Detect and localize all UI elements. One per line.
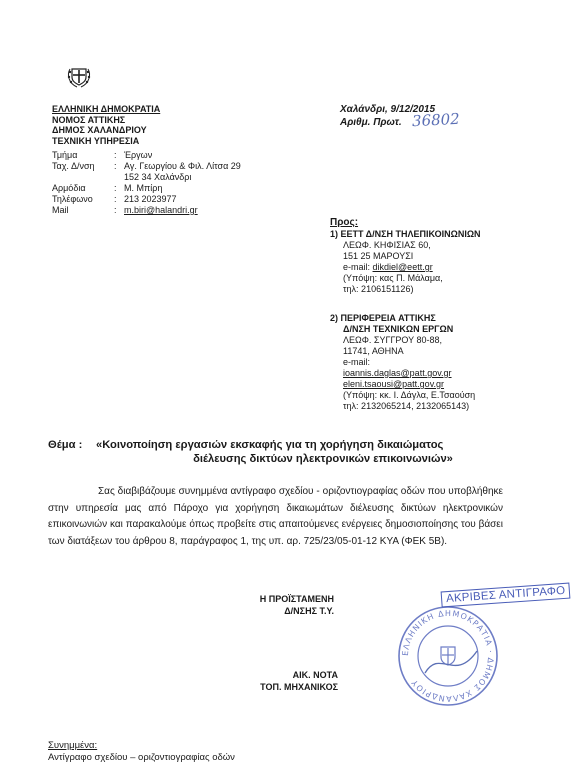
- authority-line: ΤΕΧΝΙΚΗ ΥΠΗΡΕΣΙΑ: [52, 135, 140, 146]
- authority-line: ΕΛΛΗΝΙΚΗ ΔΗΜΟΚΡΑΤΙΑ: [52, 104, 161, 114]
- authority-line: ΝΟΜΟΣ ΑΤΤΙΚΗΣ: [52, 114, 126, 125]
- recipient-1-attention: (Υπόψη: κας Π. Μάλαμα,: [343, 273, 443, 283]
- place-date: Χαλάνδρι, 9/12/2015: [340, 104, 436, 115]
- contact-row: Ταχ. Δ/νση : Αγ. Γεωργίου & Φιλ. Λίτσα 29: [52, 161, 241, 171]
- protocol-number: 36802: [411, 109, 461, 131]
- recipient-2: [330, 313, 475, 412]
- recipient-2-address: 11741, ΑΘΗΝΑ: [343, 346, 404, 356]
- protocol-label: Αριθμ. Πρωτ.: [340, 117, 402, 128]
- recipient-2-subtitle: Δ/ΝΣΗ ΤΕΧΝΙΚΩΝ ΕΡΓΩΝ: [343, 324, 454, 334]
- contact-email-link[interactable]: m.biri@halandri.gr: [124, 205, 198, 215]
- subject-line: διέλευσης δικτύων ηλεκτρονικών επικοινωνιών»: [193, 453, 453, 465]
- authority-line: ΔΗΜΟΣ ΧΑΛΑΝΔΡΙΟΥ: [52, 125, 147, 135]
- contact-row: Τηλέφωνο : 213 2023977: [52, 194, 177, 204]
- contact-row: 152 34 Χαλάνδρι: [124, 172, 192, 182]
- contact-row: Αρμόδια : Μ. Μπίρη: [52, 183, 163, 193]
- subject-label: Θέμα :: [48, 439, 83, 451]
- recipient-1-details: [330, 240, 481, 295]
- recipient-2-email-link[interactable]: ioannis.daglas@patt.gov.gr: [343, 368, 452, 378]
- signatory: [232, 669, 338, 693]
- greek-coat-of-arms-icon: [66, 60, 92, 90]
- recipient-1-email-link[interactable]: dikdiel@eett.gr: [372, 262, 433, 272]
- recipient-2-phone: τηλ: 2132065214, 2132065143): [343, 401, 470, 411]
- signatory-name: ΑΙΚ. ΝΟΤΑ: [292, 670, 338, 680]
- certified-copy-stamp: ΑΚΡΙΒΕΣ ΑΝΤΙΓΡΑΦΟ: [441, 583, 571, 608]
- signature-role: [232, 593, 334, 617]
- attachment-item: Αντίγραφο σχεδίου – οριζοντιογραφίας οδών: [48, 752, 235, 763]
- recipient-2-title: 2) ΠΕΡΙΦΕΡΕΙΑ ΑΤΤΙΚΗΣ: [330, 313, 436, 323]
- body-paragraph: Σας διαβιβάζουμε συνημμένα αντίγραφο σχεδίου - οριζοντιογραφίας οδών που υποβλήθηκε στην υπηρεσία μας από Πάροχο για χορήγηση δικαιωμάτων διέλευσης δικτύων ηλεκτρονικών επικοινωνιών και παρακαλούμε όπως προβείτε στις απαιτούμενες ενέργειες δημοσιοποίησης του βάσει των διατάξεων του άρθρου 8, παράγραφος 1, της υπ. αρ. 725/23/05-01-12 ΚΥΑ (ΦΕΚ 5Β).: [48, 486, 503, 547]
- signatory-title: ΤΟΠ. ΜΗΧΑΝΙΚΟΣ: [260, 682, 338, 692]
- signature-role-line: Δ/ΝΣΗΣ Τ.Υ.: [284, 606, 334, 616]
- subject-line: «Κοινοποίηση εργασιών εκσκαφής για τη χορήγηση δικαιώματος: [96, 439, 444, 451]
- recipient-2-attention: (Υπόψη: κκ. Ι. Δάγλα, Ε.Τσαούση: [343, 390, 476, 400]
- recipient-1-email-row: e-mail: dikdiel@eett.gr: [343, 262, 433, 272]
- contact-details: [52, 150, 241, 216]
- recipient-2-email-link[interactable]: eleni.tsaousi@patt.gov.gr: [343, 379, 445, 389]
- contact-row: Mail : m.biri@halandri.gr: [52, 205, 198, 215]
- recipient-1-title: 1) ΕΕΤΤ Δ/ΝΣΗ ΤΗΛΕΠΙΚΟΙΝΩΝΙΩΝ: [330, 229, 481, 239]
- recipient-2-email-label: e-mail:: [343, 357, 371, 367]
- attachments: [48, 740, 235, 764]
- signature-role-line: Η ΠΡΟΪΣΤΑΜΕΝΗ: [259, 594, 334, 604]
- recipient-2-details: [330, 335, 475, 412]
- svg-text:ΕΛΛΗΝΙΚΗ ΔΗΜΟΚΡΑΤΙΑ · ΔΗΜΟΣ ΧΑ: ΕΛΛΗΝΙΚΗ ΔΗΜΟΚΡΑΤΙΑ · ΔΗΜΟΣ ΧΑΛΑΝΔΡΙΟΥ: [400, 608, 496, 704]
- recipients: [330, 217, 481, 295]
- recipients-heading: Προς:: [330, 217, 359, 228]
- attachments-heading: Συνημμένα:: [48, 740, 98, 751]
- recipient-1-address: 151 25 ΜΑΡΟΥΣΙ: [343, 251, 414, 261]
- contact-row: Τμήμα : Έργων: [52, 150, 153, 160]
- municipal-seal-icon: [395, 603, 501, 709]
- issuing-authority: [52, 104, 160, 146]
- recipient-1-address: ΛΕΩΦ. ΚΗΦΙΣΙΑΣ 60,: [343, 240, 431, 250]
- recipient-1-phone: τηλ: 2106151126): [343, 284, 414, 294]
- recipient-2-address: ΛΕΩΦ. ΣΥΓΓΡΟΥ 80-88,: [343, 335, 442, 345]
